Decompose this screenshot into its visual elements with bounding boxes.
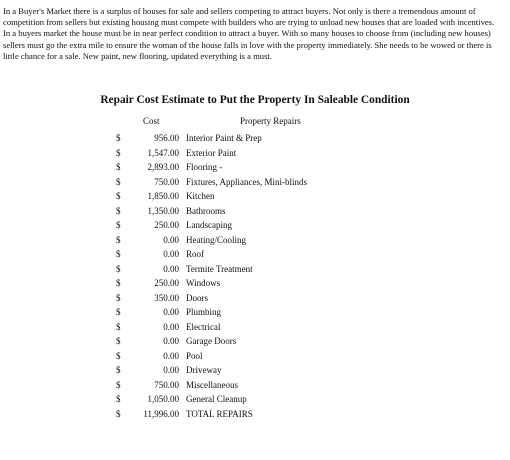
cost-amount: 750.00 (154, 379, 179, 390)
table-row (0, 189, 510, 204)
total-label: TOTAL REPAIRS (186, 408, 253, 419)
currency-symbol: $ (116, 394, 121, 405)
currency-symbol: $ (116, 162, 121, 173)
cost-amount: 1,350.00 (147, 205, 179, 216)
table-row (0, 175, 510, 190)
currency-symbol: $ (116, 336, 121, 347)
table-row (0, 349, 510, 364)
cost-amount: 2,893.00 (147, 162, 179, 173)
table-row (0, 276, 510, 291)
table-row (0, 146, 510, 161)
cost-amount: 0.00 (163, 307, 179, 318)
cost-amount: 0.00 (163, 350, 179, 361)
table-row (0, 305, 510, 320)
table-row (0, 378, 510, 393)
cost-amount: 0.00 (163, 249, 179, 260)
cost-amount: 0.00 (163, 365, 179, 376)
repair-item: Roof (186, 249, 204, 260)
repair-item: Kitchen (186, 191, 215, 202)
currency-symbol: $ (116, 234, 121, 245)
table-row (0, 363, 510, 378)
cost-amount: 750.00 (154, 176, 179, 187)
repair-item: Flooring - (186, 162, 223, 173)
currency-symbol: $ (116, 321, 121, 332)
table-row (0, 262, 510, 277)
cost-amount: 250.00 (154, 278, 179, 289)
table-row (0, 160, 510, 175)
table-row (0, 291, 510, 306)
cost-amount: 1,050.00 (147, 394, 179, 405)
currency-symbol: $ (116, 379, 121, 390)
currency-symbol: $ (116, 176, 121, 187)
cost-column-header: Cost (143, 116, 160, 126)
repair-cost-table (0, 131, 510, 421)
repair-item: Driveway (186, 365, 222, 376)
repair-item: Interior Paint & Prep (186, 133, 262, 143)
currency-symbol: $ (116, 292, 121, 303)
cost-amount: 0.00 (163, 336, 179, 347)
cost-amount: 0.00 (163, 263, 179, 274)
intro-paragraph: In a Buyer's Market there is a surplus of houses for sale and sellers competing to attract buyers. Not only is there a tremendous amount of competition from sellers but existing housing must compete with builders who are trying to unload new houses that are loaded with incentives. In a buyers market the house must be in near perfect condition to attract a buyer. With so many houses to choose from (including new houses) sellers must go the extra mile to ensure the woman of the house falls in love with the property immediately. She needs to be wowed or there is little chance for a sale. New paint, new flooring, updated everything is a must. (3, 6, 495, 61)
total-amount: 11,996.00 (143, 408, 179, 419)
currency-symbol: $ (116, 278, 121, 289)
cost-amount: 0.00 (163, 321, 179, 332)
table-row (0, 218, 510, 233)
repair-item: Garage Doors (186, 336, 237, 347)
repair-item: General Cleanup (186, 394, 247, 405)
cost-amount: 1,547.00 (147, 147, 179, 158)
currency-symbol: $ (116, 408, 121, 419)
currency-symbol: $ (116, 249, 121, 260)
cost-amount: 956.00 (154, 133, 179, 143)
repair-item: Pool (186, 350, 203, 361)
table-header (0, 116, 510, 130)
repair-item: Miscellaneous (186, 379, 238, 390)
repairs-column-header: Property Repairs (240, 116, 301, 126)
estimate-title: Repair Cost Estimate to Put the Property In Saleable Condition (100, 94, 410, 106)
currency-symbol: $ (116, 350, 121, 361)
repair-item: Exterior Paint (186, 147, 237, 158)
currency-symbol: $ (116, 263, 121, 274)
repair-item: Heating/Cooling (186, 234, 246, 245)
currency-symbol: $ (116, 191, 121, 202)
repair-item: Electrical (186, 321, 221, 332)
repair-item: Plumbing (186, 307, 222, 318)
table-row (0, 392, 510, 407)
table-row (0, 131, 510, 146)
table-row (0, 334, 510, 349)
cost-amount: 350.00 (154, 292, 179, 303)
currency-symbol: $ (116, 147, 121, 158)
table-row (0, 320, 510, 335)
repair-item: Bathrooms (186, 205, 226, 216)
currency-symbol: $ (116, 307, 121, 318)
cost-amount: 0.00 (163, 234, 179, 245)
currency-symbol: $ (116, 365, 121, 376)
table-row (0, 204, 510, 219)
currency-symbol: $ (116, 133, 121, 143)
cost-amount: 1,850.00 (147, 191, 179, 202)
repair-item: Landscaping (186, 220, 232, 231)
table-row (0, 247, 510, 262)
repair-item: Fixtures, Appliances, Mini-blinds (186, 176, 307, 187)
cost-amount: 250.00 (154, 220, 179, 231)
total-row (0, 407, 510, 422)
repair-item: Doors (186, 292, 208, 303)
repair-item: Windows (186, 278, 221, 289)
table-row (0, 233, 510, 248)
currency-symbol: $ (116, 220, 121, 231)
repair-item: Termite Treatment (186, 263, 253, 274)
currency-symbol: $ (116, 205, 121, 216)
